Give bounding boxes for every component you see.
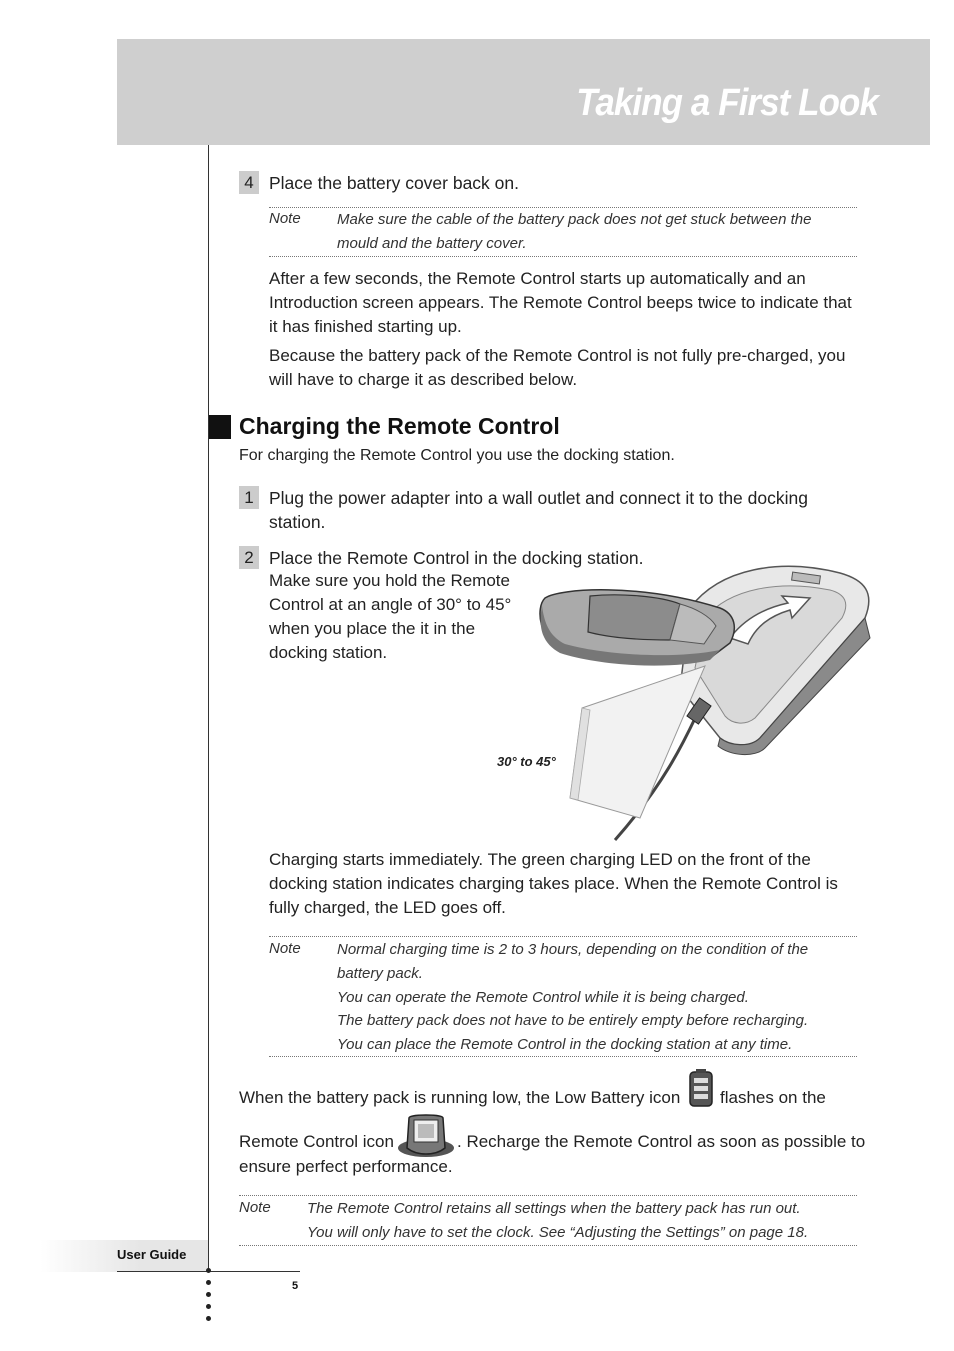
paragraph-line: Charging starts immediately. The green charging LED on the front of the [269, 850, 811, 869]
low-battery-icon [688, 1068, 714, 1108]
note-divider [239, 1245, 857, 1246]
paragraph-line: . Recharge the Remote Control as soon as possible to [457, 1132, 866, 1151]
footer-dot [206, 1268, 211, 1273]
note-line: You can operate the Remote Control while it is being charged. [337, 989, 749, 1006]
footer-dot [206, 1292, 211, 1297]
note-label: Note [239, 1199, 271, 1216]
page-title: Taking a First Look [576, 82, 878, 124]
note-divider [269, 256, 857, 257]
step-number: 4 [239, 171, 259, 194]
paragraph-line: ensure perfect performance. [239, 1157, 453, 1176]
paragraph-line: When the battery pack is running low, the Low Battery icon [239, 1088, 681, 1107]
section-title: Charging the Remote Control [239, 413, 560, 439]
angle-label: 30° to 45° [497, 754, 556, 769]
step-text: Place the Remote Control in the docking station. [269, 548, 644, 568]
paragraph-line: docking station indicates charging takes place. When the Remote Control is [269, 874, 838, 893]
paragraph-line: will have to charge it as described below. [269, 370, 578, 389]
footer-dot [206, 1304, 211, 1309]
note-divider [269, 1056, 857, 1057]
paragraph-line: flashes on the [720, 1088, 826, 1107]
section-intro: For charging the Remote Control you use the docking station. [239, 447, 675, 464]
note-line: Make sure the cable of the battery pack does not get stuck between the [337, 211, 812, 228]
note-label: Note [269, 940, 301, 957]
paragraph-line: fully charged, the LED goes off. [269, 898, 506, 917]
note-line: The Remote Control retains all settings when the battery pack has run out. [307, 1200, 801, 1217]
note-line: battery pack. [337, 965, 423, 982]
note-line: You will only have to set the clock. See “Adjusting the Settings” on page 18. [307, 1224, 809, 1241]
paragraph-line: Remote Control icon [239, 1132, 394, 1151]
note-line: Normal charging time is 2 to 3 hours, depending on the condition of the [337, 941, 809, 958]
docking-station-illustration [520, 548, 880, 848]
paragraph-line: Introduction screen appears. The Remote Control beeps twice to indicate that [269, 293, 852, 312]
footer-label: User Guide [117, 1247, 187, 1262]
step-number: 1 [239, 486, 259, 509]
step-text: station. [269, 512, 326, 532]
note-line: You can place the Remote Control in the docking station at any time. [337, 1036, 793, 1053]
paragraph-line: it has finished starting up. [269, 317, 462, 336]
step-detail-line: when you place the it in the [269, 619, 476, 638]
step-detail-line: docking station. [269, 643, 388, 662]
note-line: mould and the battery cover. [337, 235, 527, 252]
step-text: Place the battery cover back on. [269, 173, 519, 193]
note-label: Note [269, 210, 301, 227]
paragraph-line: After a few seconds, the Remote Control starts up automatically and an [269, 269, 806, 288]
step-detail-line: Make sure you hold the Remote [269, 571, 510, 590]
page-number: 5 [292, 1280, 299, 1292]
section-marker [209, 415, 231, 439]
note-divider [269, 936, 857, 937]
step-number: 2 [239, 546, 259, 569]
footer-dot [206, 1316, 211, 1321]
remote-control-icon [395, 1112, 457, 1158]
margin-rule [208, 145, 209, 1271]
paragraph-line: Because the battery pack of the Remote Control is not fully pre-charged, you [269, 346, 846, 365]
note-divider [239, 1195, 857, 1196]
footer-dot [206, 1280, 211, 1285]
step-detail-line: Control at an angle of 30° to 45° [269, 595, 512, 614]
step-text: Plug the power adapter into a wall outlet and connect it to the docking [269, 488, 808, 508]
note-line: The battery pack does not have to be entirely empty before recharging. [337, 1012, 809, 1029]
